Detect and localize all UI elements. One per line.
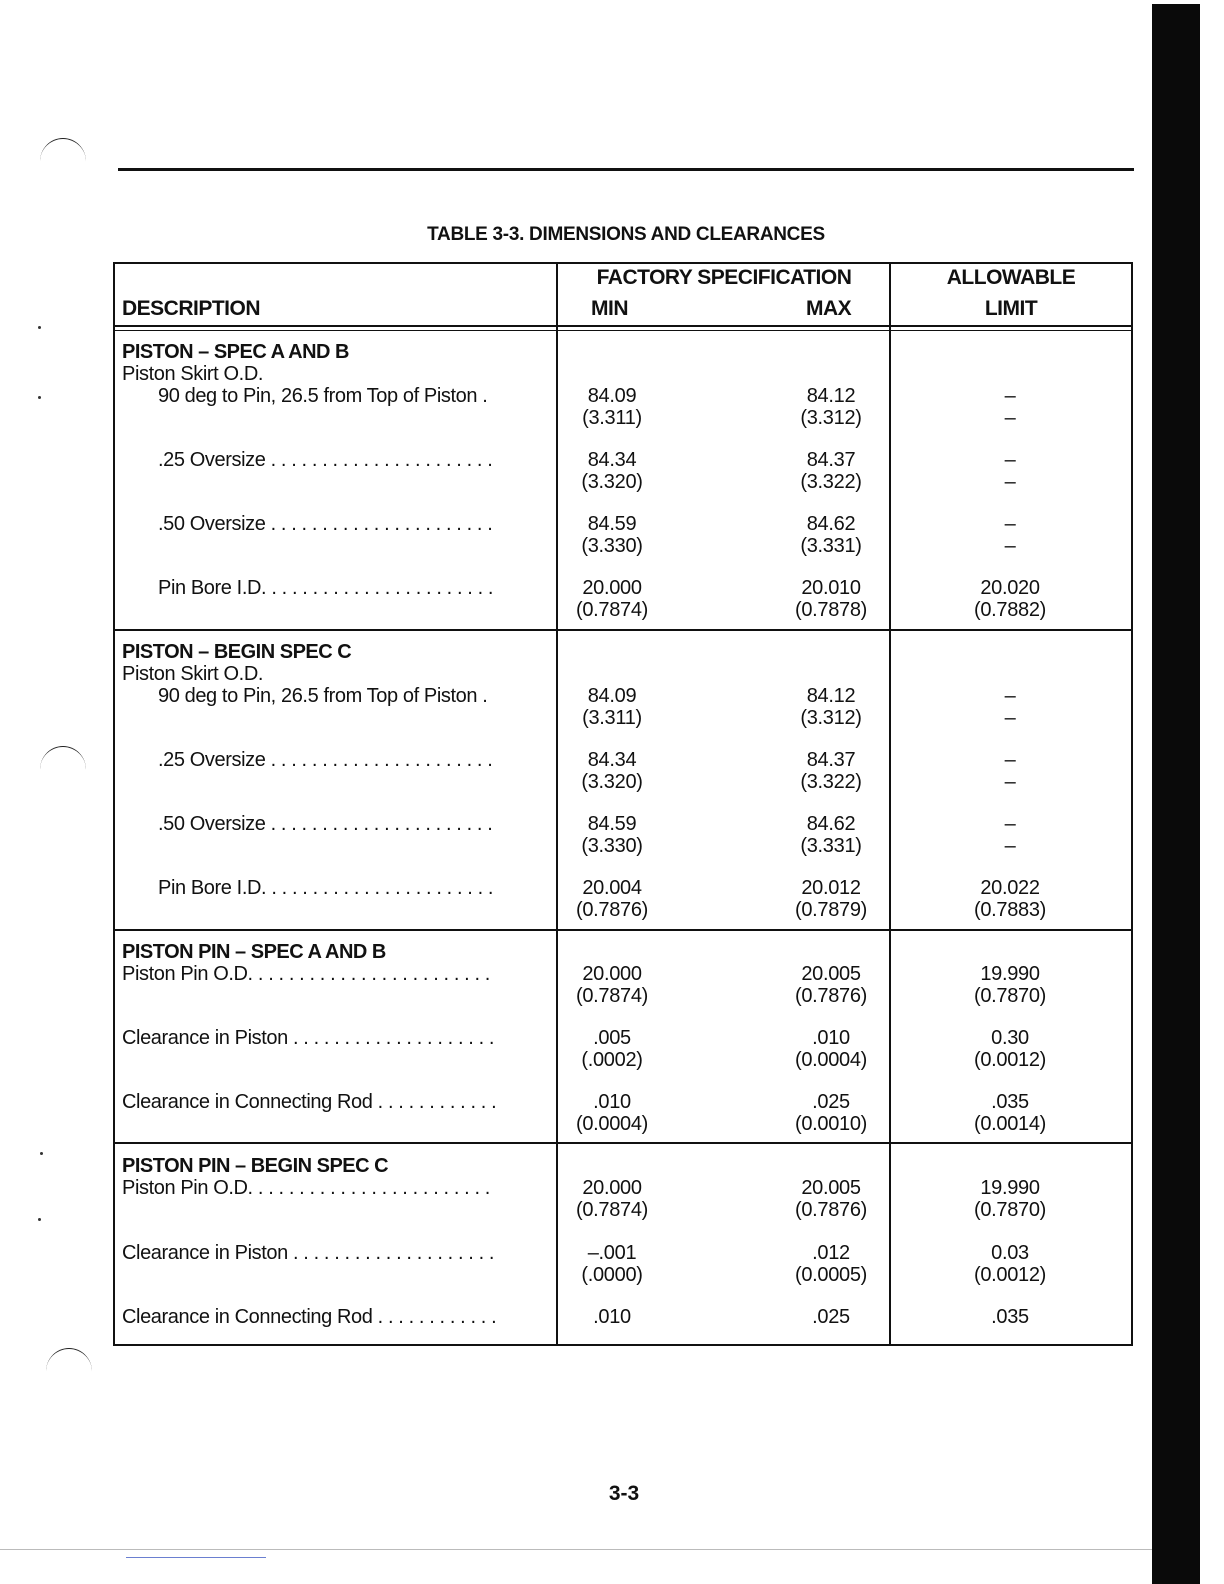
min-value: .010: [593, 1091, 631, 1113]
min-value: 84.34: [587, 449, 637, 471]
section-subtitle: Piston Skirt O.D.: [122, 663, 264, 685]
max-value: .012: [812, 1242, 850, 1264]
row-label: 90 deg to Pin, 26.5 from Top of Piston .: [158, 385, 488, 407]
row-label: .50 Oversize . . . . . . . . . . . . . . . . . . . . . .: [158, 813, 493, 835]
scan-edge-bar: [1152, 4, 1200, 1584]
row-label: Clearance in Piston . . . . . . . . . . . . . . . . . . . .: [122, 1027, 495, 1049]
min-value: 84.09: [587, 385, 637, 407]
max-value: 20.010: [801, 577, 861, 599]
header-description: DESCRIPTION: [122, 297, 261, 320]
min-value-inch: (.0000): [581, 1264, 643, 1286]
row-label: Piston Pin O.D. . . . . . . . . . . . . . . . . . . . . . . .: [122, 963, 490, 985]
min-value-inch: (0.7876): [575, 899, 649, 921]
max-value-inch: (3.322): [800, 471, 862, 493]
header-min: MIN: [591, 297, 628, 320]
max-value: .025: [812, 1306, 850, 1328]
limit-value: 0.03: [991, 1242, 1029, 1264]
scan-blue-mark: [126, 1557, 266, 1558]
section-title: PISTON PIN – BEGIN SPEC C: [122, 1155, 389, 1177]
min-value: .010: [593, 1306, 631, 1328]
limit-value-inch: –: [1004, 835, 1016, 857]
limit-value-inch: –: [1004, 471, 1016, 493]
section-subtitle: Piston Skirt O.D.: [122, 363, 264, 385]
row-label: Clearance in Piston . . . . . . . . . . . . . . . . . . . .: [122, 1242, 495, 1264]
max-value-inch: (3.312): [800, 707, 862, 729]
limit-value-inch: –: [1004, 535, 1016, 557]
max-value-inch: (3.331): [800, 835, 862, 857]
row-label: .25 Oversize . . . . . . . . . . . . . . . . . . . . . .: [158, 449, 493, 471]
min-value-inch: (.0002): [581, 1049, 643, 1071]
section-divider: [113, 929, 1133, 931]
max-value-inch: (0.7879): [794, 899, 868, 921]
limit-value-inch: (0.7870): [973, 1199, 1047, 1221]
scan-speck: [38, 1218, 41, 1221]
limit-value: –: [1004, 749, 1016, 771]
limit-value: –: [1004, 513, 1016, 535]
limit-value: 0.30: [991, 1027, 1029, 1049]
row-label: .50 Oversize . . . . . . . . . . . . . . . . . . . . . .: [158, 513, 493, 535]
limit-value-inch: (0.0012): [973, 1264, 1047, 1286]
max-value: 84.62: [806, 813, 856, 835]
scan-speck: [40, 1152, 43, 1155]
max-value-inch: (3.322): [800, 771, 862, 793]
limit-value-inch: (0.0012): [973, 1049, 1047, 1071]
limit-value: 20.020: [980, 577, 1040, 599]
limit-value: 19.990: [980, 963, 1040, 985]
row-label: Clearance in Connecting Rod . . . . . . . . . . . .: [122, 1306, 497, 1328]
max-value-inch: (3.312): [800, 407, 862, 429]
column-divider: [889, 262, 891, 1346]
min-value: 20.000: [582, 577, 642, 599]
max-value: 20.012: [801, 877, 861, 899]
min-value: 84.34: [587, 749, 637, 771]
limit-value: 19.990: [980, 1177, 1040, 1199]
min-value: 84.59: [587, 813, 637, 835]
max-value: 84.62: [806, 513, 856, 535]
limit-value-inch: (0.0014): [973, 1113, 1047, 1135]
column-divider: [556, 262, 558, 1346]
section-divider: [113, 629, 1133, 631]
row-label: Pin Bore I.D. . . . . . . . . . . . . . . . . . . . . . .: [158, 877, 494, 899]
min-value: .005: [593, 1027, 631, 1049]
header-factory-spec: FACTORY SPECIFICATION: [596, 266, 852, 289]
limit-value-inch: (0.7882): [973, 599, 1047, 621]
binder-hole-mark: [40, 138, 86, 185]
section-title: PISTON – SPEC A AND B: [122, 341, 349, 363]
row-label: Clearance in Connecting Rod . . . . . . . . . . . .: [122, 1091, 497, 1113]
limit-value: –: [1004, 685, 1016, 707]
max-value: 84.37: [806, 449, 856, 471]
limit-value: .035: [991, 1091, 1029, 1113]
max-value: 84.12: [806, 385, 856, 407]
limit-value-inch: –: [1004, 771, 1016, 793]
scan-bottom-line: [0, 1549, 1152, 1550]
min-value-inch: (0.7874): [575, 1199, 649, 1221]
binder-hole-mark: [40, 746, 86, 793]
max-value-inch: (0.7876): [794, 1199, 868, 1221]
max-value: .025: [812, 1091, 850, 1113]
row-label: Pin Bore I.D. . . . . . . . . . . . . . . . . . . . . . .: [158, 577, 494, 599]
limit-value-inch: (0.7870): [973, 985, 1047, 1007]
limit-value-inch: –: [1004, 707, 1016, 729]
binder-hole-mark: [46, 1348, 92, 1395]
limit-value: –: [1004, 813, 1016, 835]
row-label: 90 deg to Pin, 26.5 from Top of Piston .: [158, 685, 488, 707]
page-number: 3-3: [608, 1482, 640, 1505]
min-value: 20.000: [582, 1177, 642, 1199]
header-limit: LIMIT: [984, 297, 1038, 320]
max-value-inch: (0.0010): [794, 1113, 868, 1135]
max-value: 20.005: [801, 963, 861, 985]
max-value-inch: (0.7878): [794, 599, 868, 621]
max-value-inch: (0.0005): [794, 1264, 868, 1286]
min-value: 20.004: [582, 877, 642, 899]
min-value: 20.000: [582, 963, 642, 985]
min-value-inch: (3.311): [582, 707, 642, 729]
scan-speck: [38, 396, 41, 399]
section-divider: [113, 1142, 1133, 1144]
min-value-inch: (3.320): [581, 771, 643, 793]
limit-value: –: [1004, 385, 1016, 407]
header-rule: [113, 330, 1133, 331]
min-value-inch: (0.7874): [575, 599, 649, 621]
min-value-inch: (0.0004): [575, 1113, 649, 1135]
limit-value-inch: –: [1004, 407, 1016, 429]
limit-value: .035: [991, 1306, 1029, 1328]
top-rule: [118, 168, 1134, 171]
min-value: 84.59: [587, 513, 637, 535]
row-label: Piston Pin O.D. . . . . . . . . . . . . . . . . . . . . . . .: [122, 1177, 490, 1199]
limit-value: –: [1004, 449, 1016, 471]
limit-value-inch: (0.7883): [973, 899, 1047, 921]
section-title: PISTON PIN – SPEC A AND B: [122, 941, 386, 963]
max-value: 20.005: [801, 1177, 861, 1199]
row-label: .25 Oversize . . . . . . . . . . . . . . . . . . . . . .: [158, 749, 493, 771]
min-value-inch: (3.320): [581, 471, 643, 493]
header-allowable: ALLOWABLE: [946, 266, 1076, 289]
table-title: TABLE 3-3. DIMENSIONS AND CLEARANCES: [427, 224, 825, 245]
min-value-inch: (3.330): [581, 835, 643, 857]
max-value-inch: (0.0004): [794, 1049, 868, 1071]
header-rule: [113, 325, 1133, 327]
min-value-inch: (0.7874): [575, 985, 649, 1007]
max-value-inch: (0.7876): [794, 985, 868, 1007]
min-value: –.001: [587, 1242, 637, 1264]
max-value-inch: (3.331): [800, 535, 862, 557]
max-value: 84.37: [806, 749, 856, 771]
limit-value: 20.022: [980, 877, 1040, 899]
scan-speck: [38, 326, 41, 329]
min-value-inch: (3.311): [582, 407, 642, 429]
min-value-inch: (3.330): [581, 535, 643, 557]
max-value: 84.12: [806, 685, 856, 707]
min-value: 84.09: [587, 685, 637, 707]
header-max: MAX: [806, 297, 852, 320]
section-title: PISTON – BEGIN SPEC C: [122, 641, 352, 663]
max-value: .010: [812, 1027, 850, 1049]
